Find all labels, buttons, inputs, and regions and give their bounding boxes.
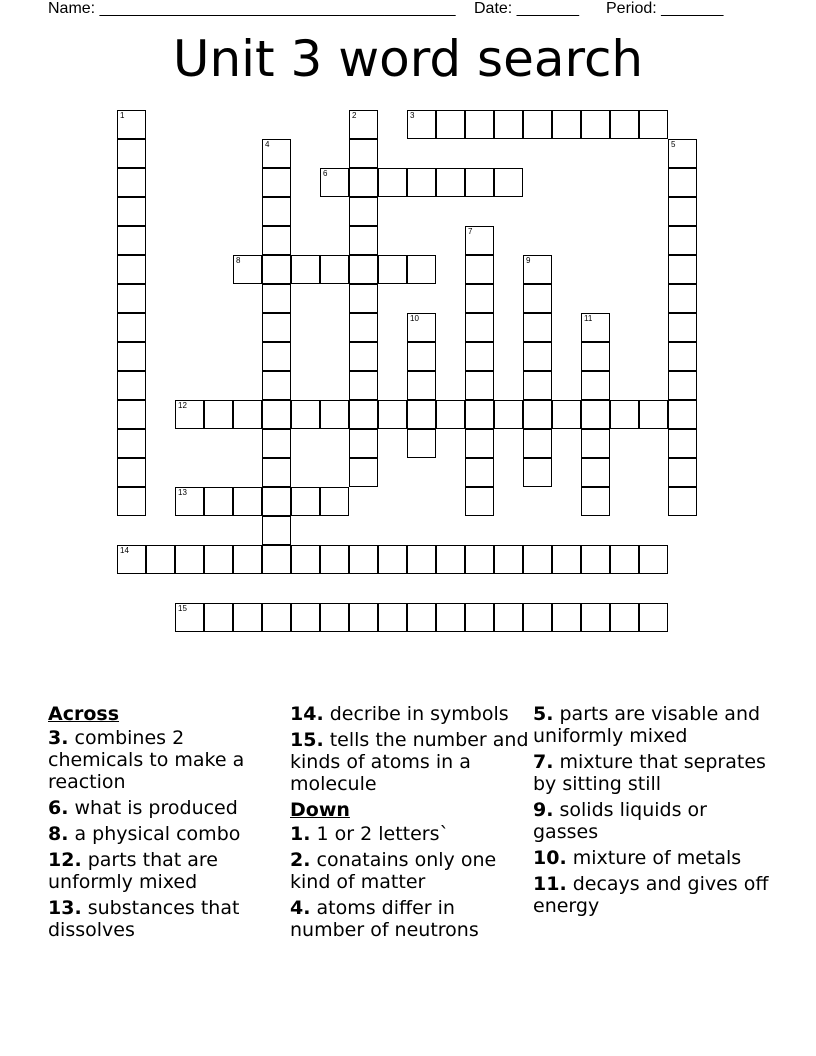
grid-cell[interactable]: [407, 255, 436, 284]
clue-across-15: [290, 729, 530, 795]
clue-text: combines 2 chemicals to make a reaction: [48, 727, 245, 793]
grid-cell[interactable]: [378, 168, 407, 197]
clue-number: 7.: [533, 751, 554, 773]
grid-cell[interactable]: [262, 255, 291, 284]
grid-cell[interactable]: [523, 400, 552, 429]
grid-cell[interactable]: [262, 197, 291, 226]
grid-cell[interactable]: [494, 168, 523, 197]
date-field[interactable]: Date: _______: [474, 0, 579, 17]
grid-cell[interactable]: [117, 458, 146, 487]
grid-cell[interactable]: [581, 487, 610, 516]
grid-cell[interactable]: [436, 603, 465, 632]
grid-cell[interactable]: [523, 545, 552, 574]
clue-number: 4.: [290, 897, 311, 919]
grid-cell[interactable]: [233, 255, 262, 284]
grid-cell[interactable]: [349, 458, 378, 487]
grid-cell[interactable]: [378, 603, 407, 632]
clue-across-14: [290, 703, 530, 725]
grid-cell[interactable]: [349, 429, 378, 458]
clues-column-1: [48, 703, 273, 945]
cell-number: 11: [584, 314, 593, 323]
grid-cell[interactable]: [291, 603, 320, 632]
grid-cell[interactable]: [349, 197, 378, 226]
clue-text: tells the number and kinds of atoms in a molecule: [290, 729, 529, 795]
grid-cell[interactable]: [436, 400, 465, 429]
clue-text: atoms differ in number of neutrons: [290, 897, 479, 941]
grid-cell[interactable]: [581, 313, 610, 342]
grid-cell[interactable]: [494, 603, 523, 632]
grid-cell[interactable]: [668, 458, 697, 487]
clue-text: decribe in symbols: [329, 703, 509, 725]
grid-cell[interactable]: [204, 545, 233, 574]
grid-cell[interactable]: [523, 603, 552, 632]
grid-cell[interactable]: [494, 110, 523, 139]
grid-cell[interactable]: [262, 487, 291, 516]
grid-cell[interactable]: [465, 168, 494, 197]
page-title: Unit 3 word search: [172, 30, 644, 88]
clue-text: solids liquids or gasses: [533, 799, 707, 843]
cell-number: 8: [236, 256, 241, 265]
grid-cell[interactable]: [175, 487, 204, 516]
grid-cell[interactable]: [349, 371, 378, 400]
grid-cell[interactable]: [465, 400, 494, 429]
grid-cell[interactable]: [552, 110, 581, 139]
grid-cell[interactable]: [668, 371, 697, 400]
grid-cell[interactable]: [552, 545, 581, 574]
grid-cell[interactable]: [291, 545, 320, 574]
grid-cell[interactable]: [407, 371, 436, 400]
grid-cell[interactable]: [233, 603, 262, 632]
grid-cell[interactable]: [204, 400, 233, 429]
cell-number: 10: [410, 314, 419, 323]
clue-across-8: [48, 823, 273, 845]
grid-cell[interactable]: [117, 487, 146, 516]
grid-cell[interactable]: [668, 313, 697, 342]
grid-cell[interactable]: [581, 110, 610, 139]
grid-cell[interactable]: [465, 545, 494, 574]
grid-cell[interactable]: [465, 110, 494, 139]
grid-cell[interactable]: [668, 487, 697, 516]
grid-cell[interactable]: [262, 226, 291, 255]
grid-cell[interactable]: [436, 110, 465, 139]
clue-number: 3.: [48, 727, 69, 749]
clues-column-2: [290, 703, 530, 945]
grid-cell[interactable]: [262, 516, 291, 545]
grid-cell[interactable]: [610, 545, 639, 574]
grid-cell[interactable]: [494, 545, 523, 574]
grid-cell[interactable]: [175, 545, 204, 574]
clue-number: 5.: [533, 703, 554, 725]
grid-cell[interactable]: [262, 342, 291, 371]
clue-number: 14.: [290, 703, 324, 725]
grid-cell[interactable]: [523, 458, 552, 487]
cell-number: 2: [352, 111, 357, 120]
grid-cell[interactable]: [668, 197, 697, 226]
clue-text: 1 or 2 letters`: [316, 823, 449, 845]
clue-down-7: [533, 751, 773, 795]
grid-cell[interactable]: [378, 255, 407, 284]
clue-number: 15.: [290, 729, 324, 751]
grid-cell[interactable]: [117, 197, 146, 226]
grid-cell[interactable]: [204, 487, 233, 516]
grid-cell[interactable]: [262, 371, 291, 400]
grid-cell[interactable]: [117, 226, 146, 255]
grid-cell[interactable]: [320, 545, 349, 574]
clue-number: 12.: [48, 849, 82, 871]
clue-across-6: [48, 797, 273, 819]
grid-cell[interactable]: [465, 487, 494, 516]
clue-text: substances that dissolves: [48, 897, 240, 941]
grid-cell[interactable]: [407, 168, 436, 197]
grid-cell[interactable]: [639, 110, 668, 139]
grid-cell[interactable]: [465, 603, 494, 632]
grid-cell[interactable]: [117, 255, 146, 284]
grid-cell[interactable]: [581, 400, 610, 429]
clue-down-1: [290, 823, 530, 845]
grid-cell[interactable]: [668, 342, 697, 371]
cell-number: 9: [526, 256, 531, 265]
grid-cell[interactable]: [320, 603, 349, 632]
cell-number: 4: [265, 140, 270, 149]
grid-cell[interactable]: [117, 139, 146, 168]
cell-number: 1: [120, 111, 125, 120]
clue-down-2: [290, 849, 530, 893]
cell-number: 7: [468, 227, 473, 236]
grid-cell[interactable]: [523, 255, 552, 284]
grid-cell[interactable]: [523, 284, 552, 313]
grid-cell[interactable]: [262, 400, 291, 429]
grid-cell[interactable]: [668, 255, 697, 284]
clue-number: 8.: [48, 823, 69, 845]
grid-cell[interactable]: [262, 284, 291, 313]
period-field[interactable]: Period: _______: [606, 0, 724, 17]
clue-text: parts that are unformly mixed: [48, 849, 218, 893]
grid-cell[interactable]: [668, 226, 697, 255]
grid-cell[interactable]: [349, 400, 378, 429]
clue-text: conatains only one kind of matter: [290, 849, 497, 893]
grid-cell[interactable]: [349, 313, 378, 342]
grid-cell[interactable]: [378, 400, 407, 429]
grid-cell[interactable]: [668, 168, 697, 197]
grid-cell[interactable]: [262, 168, 291, 197]
grid-cell[interactable]: [407, 110, 436, 139]
grid-cell[interactable]: [117, 429, 146, 458]
grid-cell[interactable]: [349, 168, 378, 197]
grid-cell[interactable]: [175, 400, 204, 429]
across-heading: Across: [48, 703, 120, 725]
grid-cell[interactable]: [262, 429, 291, 458]
grid-cell[interactable]: [407, 545, 436, 574]
clue-number: 6.: [48, 797, 69, 819]
grid-cell[interactable]: [494, 400, 523, 429]
grid-cell[interactable]: [407, 342, 436, 371]
grid-cell[interactable]: [320, 487, 349, 516]
grid-cell[interactable]: [175, 603, 204, 632]
grid-cell[interactable]: [146, 545, 175, 574]
grid-cell[interactable]: [639, 545, 668, 574]
grid-cell[interactable]: [349, 284, 378, 313]
name-field[interactable]: Name: ________________________________________: [48, 0, 456, 17]
grid-cell[interactable]: [117, 168, 146, 197]
grid-cell[interactable]: [523, 429, 552, 458]
grid-cell[interactable]: [291, 400, 320, 429]
clue-text: parts are visable and uniformly mixed: [533, 703, 761, 747]
clue-down-5: [533, 703, 773, 747]
grid-cell[interactable]: [552, 603, 581, 632]
grid-cell[interactable]: [262, 545, 291, 574]
grid-cell[interactable]: [349, 545, 378, 574]
cell-number: 6: [323, 169, 328, 178]
grid-cell[interactable]: [378, 545, 407, 574]
grid-cell[interactable]: [117, 313, 146, 342]
clue-text: mixture that seprates by sitting still: [533, 751, 766, 795]
grid-cell[interactable]: [407, 603, 436, 632]
grid-cell[interactable]: [407, 313, 436, 342]
clue-number: 1.: [290, 823, 311, 845]
grid-cell[interactable]: [117, 545, 146, 574]
grid-cell[interactable]: [639, 603, 668, 632]
grid-cell[interactable]: [233, 400, 262, 429]
grid-cell[interactable]: [465, 226, 494, 255]
grid-cell[interactable]: [581, 429, 610, 458]
grid-cell[interactable]: [407, 400, 436, 429]
down-heading: Down: [290, 799, 350, 821]
grid-cell[interactable]: [320, 255, 349, 284]
grid-cell[interactable]: [523, 342, 552, 371]
clue-text: a physical combo: [74, 823, 241, 845]
grid-cell[interactable]: [465, 429, 494, 458]
clue-text: decays and gives off energy: [533, 873, 769, 917]
grid-cell[interactable]: [262, 458, 291, 487]
grid-cell[interactable]: [436, 545, 465, 574]
grid-cell[interactable]: [349, 110, 378, 139]
grid-cell[interactable]: [117, 284, 146, 313]
cell-number: 15: [178, 604, 187, 613]
clue-down-11: [533, 873, 773, 917]
grid-cell[interactable]: [262, 313, 291, 342]
clue-number: 9.: [533, 799, 554, 821]
grid-cell[interactable]: [610, 603, 639, 632]
grid-cell[interactable]: [523, 110, 552, 139]
grid-cell[interactable]: [262, 603, 291, 632]
grid-cell[interactable]: [117, 371, 146, 400]
grid-cell[interactable]: [407, 429, 436, 458]
cell-number: 3: [410, 111, 415, 120]
clue-number: 13.: [48, 897, 82, 919]
clue-across-13: [48, 897, 273, 941]
grid-cell[interactable]: [610, 110, 639, 139]
grid-cell[interactable]: [117, 110, 146, 139]
grid-cell[interactable]: [349, 255, 378, 284]
grid-cell[interactable]: [320, 400, 349, 429]
grid-cell[interactable]: [668, 429, 697, 458]
grid-cell[interactable]: [581, 371, 610, 400]
grid-cell[interactable]: [610, 400, 639, 429]
grid-cell[interactable]: [465, 371, 494, 400]
grid-cell[interactable]: [291, 487, 320, 516]
grid-cell[interactable]: [349, 603, 378, 632]
grid-cell[interactable]: [291, 255, 320, 284]
cell-number: 14: [120, 546, 129, 555]
clue-across-3: [48, 727, 273, 793]
grid-cell[interactable]: [581, 458, 610, 487]
grid-cell[interactable]: [668, 400, 697, 429]
grid-cell[interactable]: [262, 139, 291, 168]
grid-cell[interactable]: [349, 226, 378, 255]
grid-cell[interactable]: [204, 603, 233, 632]
cell-number: 13: [178, 488, 187, 497]
clue-text: what is produced: [74, 797, 238, 819]
grid-cell[interactable]: [465, 342, 494, 371]
clue-across-12: [48, 849, 273, 893]
clue-down-4: [290, 897, 530, 941]
clue-number: 10.: [533, 847, 567, 869]
grid-cell[interactable]: [233, 487, 262, 516]
clue-number: 2.: [290, 849, 311, 871]
grid-cell[interactable]: [581, 342, 610, 371]
clues-column-3: [533, 703, 773, 921]
grid-cell[interactable]: [465, 458, 494, 487]
grid-cell[interactable]: [349, 342, 378, 371]
clue-down-9: [533, 799, 773, 843]
grid-cell[interactable]: [117, 342, 146, 371]
grid-cell[interactable]: [349, 139, 378, 168]
grid-cell[interactable]: [668, 284, 697, 313]
grid-cell[interactable]: [581, 545, 610, 574]
grid-cell[interactable]: [523, 371, 552, 400]
grid-cell[interactable]: [436, 168, 465, 197]
grid-cell[interactable]: [465, 255, 494, 284]
clue-text: mixture of metals: [572, 847, 742, 869]
grid-cell[interactable]: [465, 313, 494, 342]
grid-cell[interactable]: [552, 400, 581, 429]
cell-number: 5: [671, 140, 676, 149]
grid-cell[interactable]: [581, 603, 610, 632]
grid-cell[interactable]: [668, 139, 697, 168]
clue-down-10: [533, 847, 773, 869]
grid-cell[interactable]: [117, 400, 146, 429]
clue-number: 11.: [533, 873, 567, 895]
grid-cell[interactable]: [465, 284, 494, 313]
cell-number: 12: [178, 401, 187, 410]
grid-cell[interactable]: [320, 168, 349, 197]
grid-cell[interactable]: [639, 400, 668, 429]
grid-cell[interactable]: [523, 313, 552, 342]
grid-cell[interactable]: [233, 545, 262, 574]
